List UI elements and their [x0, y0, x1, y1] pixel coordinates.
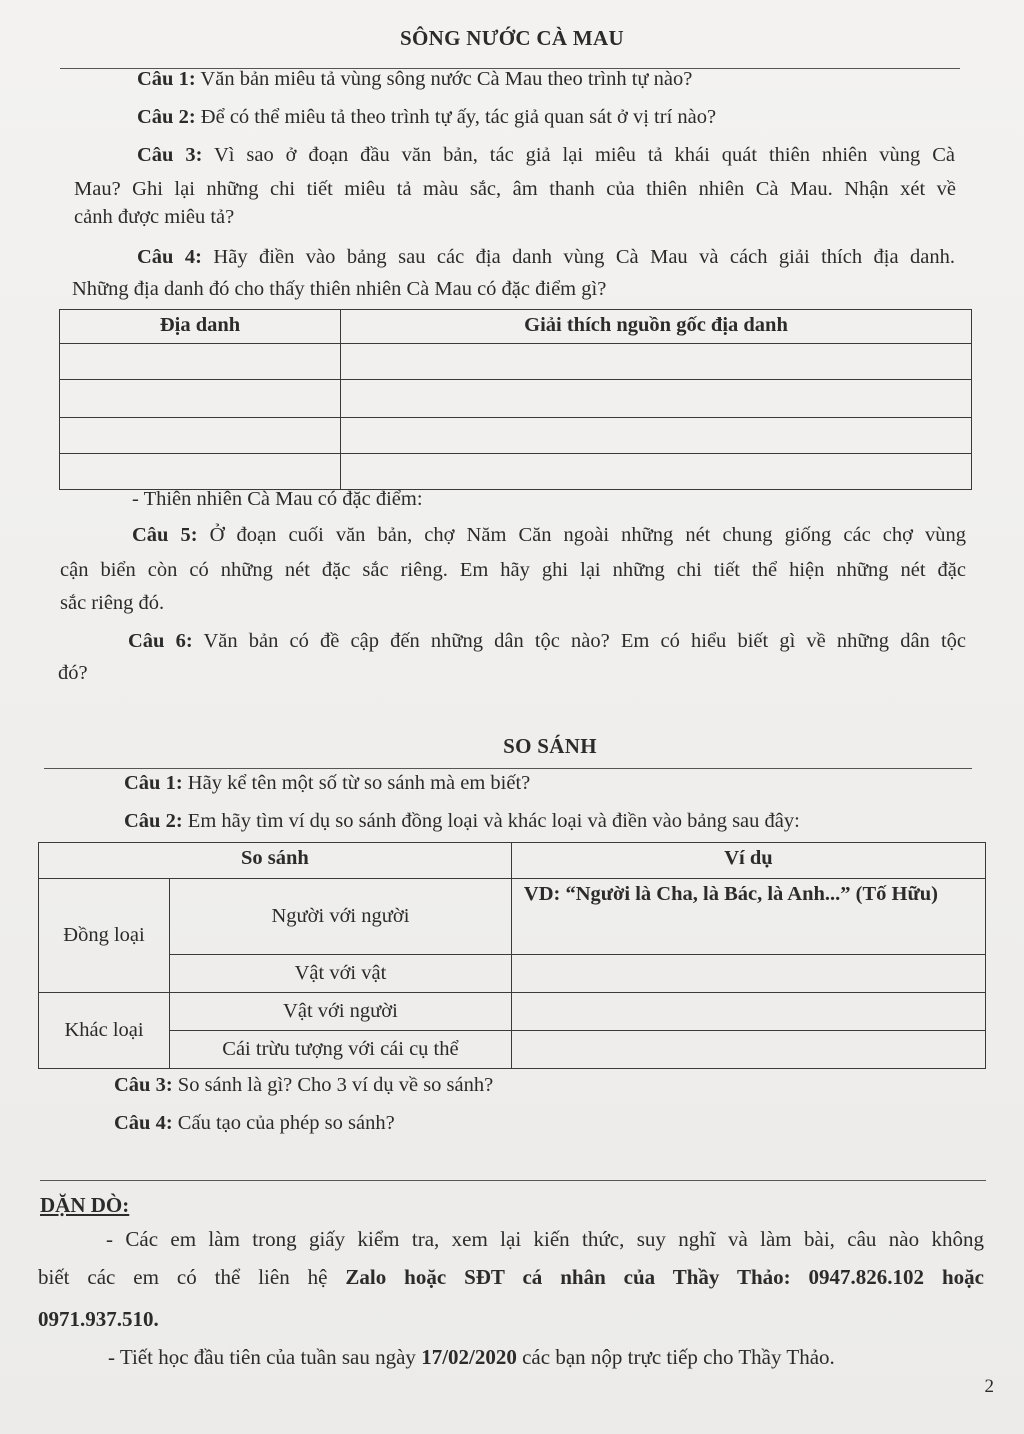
section2-title: SO SÁNH — [503, 734, 597, 758]
comparison-table — [38, 842, 986, 1069]
deadline-date: 17/02/2020 — [421, 1345, 517, 1369]
row-thing-thing: Vật với vật — [170, 955, 512, 993]
group-different-kind: Khác loại — [39, 993, 170, 1069]
section2-rule — [44, 768, 972, 769]
header-example: Ví dụ — [511, 843, 985, 879]
s1-question-5-line2: cận biển còn có những nét đặc sắc riêng. Em hãy ghi lại những chi tiết thể hiện những nét đặc — [60, 559, 966, 581]
s1-question-3-line1: Câu 3: Vì sao ở đoạn đầu văn bản, tác giả lại miêu tả khái quát thiên nhiên vùng Cà — [137, 144, 955, 166]
notes-line-2: biết các em có thể liên hệ Zalo hoặc SĐT cá nhân của Thầy Thảo: 0947.826.102 hoặc — [38, 1265, 984, 1289]
place-name-cell[interactable] — [60, 344, 341, 380]
s1-question-5-line3: sắc riêng đó. — [60, 592, 165, 614]
row-abstract-concrete: Cái trừu tượng với cái cụ thể — [170, 1031, 512, 1069]
s1-question-2: Câu 2: Để có thể miêu tả theo trình tự ấy, tác giả quan sát ở vị trí nào? — [137, 106, 717, 128]
table-row — [39, 1031, 986, 1069]
header-place-name: Địa danh — [60, 310, 341, 344]
s1-question-3-line2: Mau? Ghi lại những chi tiết miêu tả màu sắc, âm thanh của thiên nhiên Cà Mau. Nhận xét về — [74, 178, 956, 200]
s1-question-6-line1: Câu 6: Văn bản có đề cập đến những dân tộc nào? Em có hiểu biết gì về những dân tộc — [128, 630, 966, 652]
table-row — [39, 879, 986, 955]
s1-question-3-line3: cảnh được miêu tả? — [74, 206, 235, 228]
example-cell[interactable] — [511, 955, 985, 993]
example-cell[interactable] — [511, 993, 985, 1031]
section1-title: SÔNG NƯỚC CÀ MAU — [400, 26, 624, 50]
s2-question-2: Câu 2: Em hãy tìm ví dụ so sánh đồng loại và khác loại và điền vào bảng sau đây: — [124, 810, 800, 832]
s1-question-4-line2: Những địa danh đó cho thấy thiên nhiên Cà Mau có đặc điểm gì? — [72, 278, 607, 300]
table-row — [60, 380, 972, 418]
notes-rule — [40, 1180, 986, 1181]
notes-line-1: - Các em làm trong giấy kiểm tra, xem lại kiến thức, suy nghĩ và làm bài, câu nào không — [106, 1227, 984, 1251]
origin-cell[interactable] — [341, 380, 972, 418]
s2-question-1: Câu 1: Hãy kể tên một số từ so sánh mà em biết? — [124, 772, 531, 794]
table-row — [60, 418, 972, 454]
origin-cell[interactable] — [341, 454, 972, 490]
origin-cell[interactable] — [341, 344, 972, 380]
place-names-table — [59, 309, 972, 490]
example-cell[interactable] — [511, 1031, 985, 1069]
notes-phone: 0971.937.510. — [38, 1307, 159, 1331]
table-row — [39, 993, 986, 1031]
table-row — [60, 454, 972, 490]
place-name-cell[interactable] — [60, 380, 341, 418]
group-same-kind: Đồng loại — [39, 879, 170, 993]
row-thing-person: Vật với người — [170, 993, 512, 1031]
s2-question-4: Câu 4: Cấu tạo của phép so sánh? — [114, 1112, 395, 1134]
s1-question-5-line1: Câu 5: Ở đoạn cuối văn bản, chợ Năm Căn ngoài những nét chung giống các chợ vùng — [132, 524, 966, 546]
place-name-cell[interactable] — [60, 418, 341, 454]
table-row — [39, 955, 986, 993]
notes-line-4: - Tiết học đầu tiên của tuần sau ngày 17/02/2020 các bạn nộp trực tiếp cho Thầy Thảo. — [108, 1345, 835, 1369]
page-number: 2 — [984, 1376, 994, 1397]
example-cell[interactable]: VD: “Người là Cha, là Bác, là Anh...” (Tố Hữu) — [511, 879, 985, 955]
row-person-person: Người với người — [170, 879, 512, 955]
s2-question-3: Câu 3: So sánh là gì? Cho 3 ví dụ về so sánh? — [114, 1074, 494, 1096]
table-row — [60, 344, 972, 380]
s1-question-6-line2: đó? — [58, 662, 88, 684]
place-name-cell[interactable] — [60, 454, 341, 490]
header-origin: Giải thích nguồn gốc địa danh — [341, 310, 972, 344]
s1-question-1: Câu 1: Văn bản miêu tả vùng sông nước Cà Mau theo trình tự nào? — [137, 68, 693, 90]
header-compare: So sánh — [39, 843, 512, 879]
origin-cell[interactable] — [341, 418, 972, 454]
s1-question-4-line1: Câu 4: Hãy điền vào bảng sau các địa danh vùng Cà Mau và cách giải thích địa danh. — [137, 246, 955, 268]
notes-heading: DẶN DÒ: — [40, 1193, 130, 1217]
nature-note: - Thiên nhiên Cà Mau có đặc điểm: — [132, 488, 423, 510]
